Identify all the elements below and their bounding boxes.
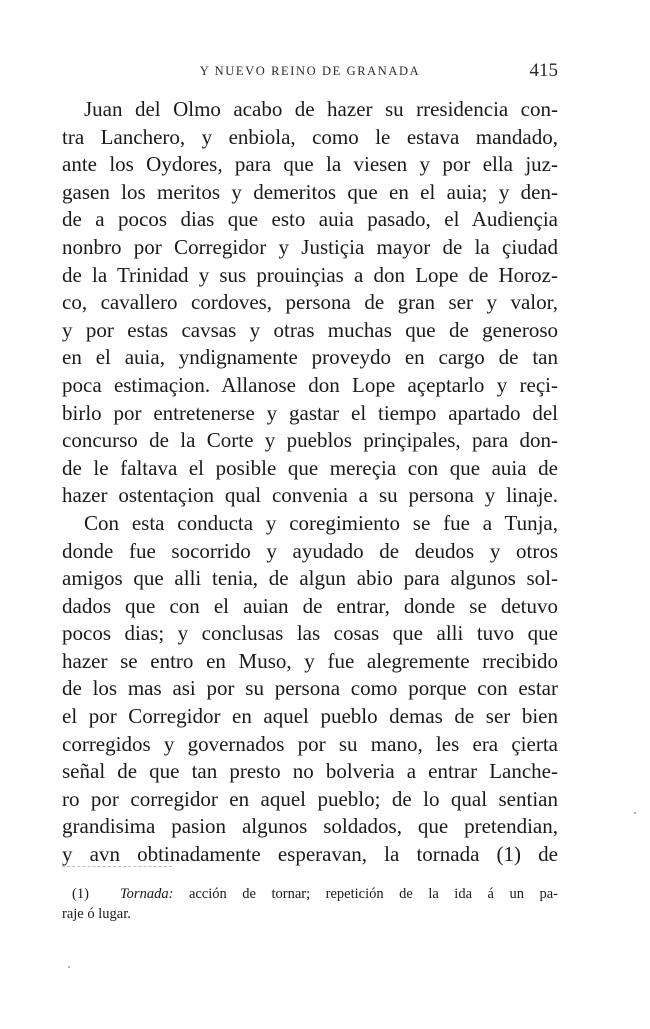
running-head <box>62 60 558 84</box>
text-line: de a pocos dias que esto auia pasado, el Audiençia <box>62 207 558 232</box>
footnote-line: raje ó lugar. <box>62 906 131 922</box>
text-line: hazer ostentaçion qual convenia a su persona y linaje. <box>62 483 558 508</box>
text-line: en el auia, yndignamente proveydo en cargo de tan <box>62 345 558 370</box>
text-line: grandisima pasion algunos soldados, que pretendian, <box>62 814 558 839</box>
text-line: de le faltava el posible que mereçia con que auia de <box>62 455 558 480</box>
text-line: amigos que alli tenia, de algun abio para algunos sol- <box>62 566 558 591</box>
text-line: birlo por entretenerse y gastar el tiempo apartado del <box>62 400 558 425</box>
text-line: Juan del Olmo acabo de hazer su rresidencia con- <box>84 97 558 121</box>
footnote-rule <box>62 866 172 867</box>
text-line: de la Trinidad y sus prouinçias a don Lope de Horoz- <box>62 262 558 287</box>
text-line: el por Corregidor en aquel pueblo demas de ser bien <box>62 704 558 729</box>
paper-speck <box>68 966 70 968</box>
text-line: dados que con el auian de entrar, donde se detuvo <box>62 593 558 618</box>
text-line: corregidos y governados por su mano, les era çierta <box>62 731 558 756</box>
body-text <box>62 96 558 869</box>
footnote-line <box>62 884 558 904</box>
footnote-marker: (1) <box>72 886 89 902</box>
running-title: Y NUEVO REINO DE GRANADA <box>199 64 421 78</box>
text-line: poca estimaçion. Allanose don Lope açeptarlo y reçi- <box>62 372 558 397</box>
footnote-definition: acción de tornar; repetición de la ida á un pa- <box>188 886 559 902</box>
page-number: 415 <box>529 60 558 81</box>
text-line: gasen los meritos y demeritos que en el auia; y den- <box>62 179 558 204</box>
text-line: de los mas asi por su persona como porque con estar <box>62 676 558 701</box>
footnote <box>62 884 558 924</box>
text-line: tra Lanchero, y enbiola, como le estava mandado, <box>62 124 558 149</box>
text-line: y avn obtinadamente esperavan, la tornada (1) de <box>62 842 558 867</box>
text-line: co, cavallero cordoves, persona de gran ser y valor, <box>62 290 558 315</box>
text-line: ro por corregidor en aquel pueblo; de lo qual sentian <box>62 786 558 811</box>
text-line: señal de que tan presto no bolveria a entrar Lanche- <box>62 759 558 784</box>
text-line: nonbro por Corregidor y Justiçia mayor de la çiudad <box>62 234 558 259</box>
text-line: hazer se entro en Muso, y fue alegremente rrecibido <box>62 648 558 673</box>
text-line: y por estas cavsas y otras muchas que de generoso <box>62 317 558 342</box>
paper-speck <box>634 812 636 814</box>
text-line: ante los Oydores, para que la viesen y por ella juz- <box>62 152 558 177</box>
text-line: pocos dias; y conclusas las cosas que alli tuvo que <box>62 621 558 646</box>
footnote-term: Tornada: <box>119 886 174 902</box>
text-line: Con esta conducta y coregimiento se fue a Tunja, <box>84 510 558 535</box>
text-line: concurso de la Corte y pueblos prinçipales, para don- <box>62 428 558 453</box>
text-line: donde fue socorrido y ayudado de deudos y otros <box>62 538 558 563</box>
